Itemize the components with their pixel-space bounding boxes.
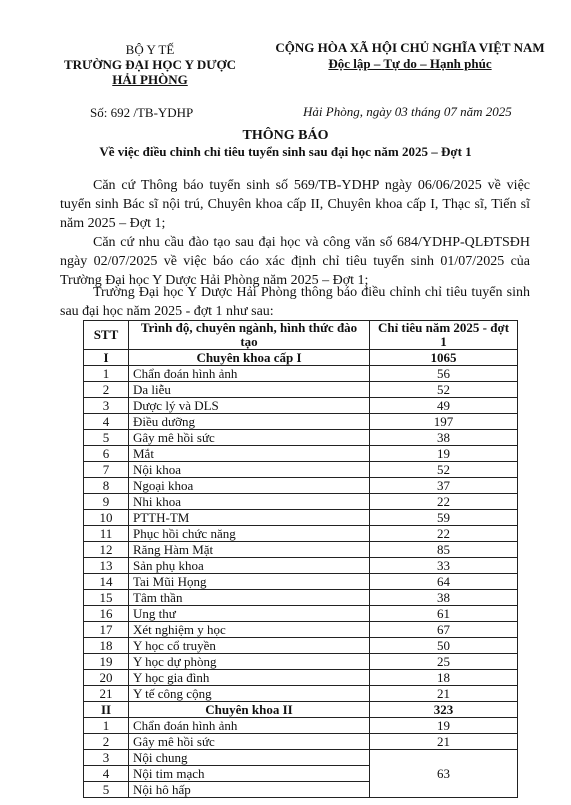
national-motto: Độc lập – Tự do – Hạnh phúc [328, 56, 492, 71]
table-row [84, 558, 518, 574]
section-total: 1065 [370, 350, 518, 366]
row-quota: 52 [370, 462, 518, 478]
row-quota: 33 [370, 558, 518, 574]
table-row [84, 686, 518, 702]
row-program: Ung thư [129, 606, 370, 622]
table-header-row [84, 321, 518, 350]
national-header [262, 40, 558, 72]
section-row [84, 350, 518, 366]
row-program: Chẩn đoán hình ảnh [129, 718, 370, 734]
row-program: Nội chung [129, 750, 370, 766]
row-quota: 22 [370, 526, 518, 542]
row-program: Nội tim mạch [129, 766, 370, 782]
table-row [84, 734, 518, 750]
row-quota: 22 [370, 494, 518, 510]
row-stt: 18 [84, 638, 129, 654]
table-row [84, 398, 518, 414]
notice-subtitle: Về việc điều chỉnh chỉ tiêu tuyển sinh sau đại học năm 2025 – Đợt 1 [99, 144, 472, 159]
row-program: Phục hồi chức năng [129, 526, 370, 542]
row-program: Gây mê hồi sức [129, 430, 370, 446]
table-row [84, 654, 518, 670]
table-row [84, 510, 518, 526]
table-row [84, 414, 518, 430]
row-quota: 64 [370, 574, 518, 590]
row-stt: 1 [84, 718, 129, 734]
row-stt: 5 [84, 782, 129, 798]
section-row [84, 702, 518, 718]
row-stt: 13 [84, 558, 129, 574]
paragraph-announcement: Trường Đại học Y Dược Hải Phòng thông báo điều chỉnh chỉ tiêu tuyển sinh sau đại học năm 2025 - đợt 1 như sau: [60, 285, 530, 319]
row-stt: 5 [84, 430, 129, 446]
row-quota: 59 [370, 510, 518, 526]
row-program: Y học gia đình [129, 670, 370, 686]
row-program: Y tế công cộng [129, 686, 370, 702]
table-row [84, 494, 518, 510]
table-row [84, 478, 518, 494]
row-quota: 49 [370, 398, 518, 414]
table-row [84, 446, 518, 462]
row-program: Y học dự phòng [129, 654, 370, 670]
col-header-quota: Chỉ tiêu năm 2025 - đợt 1 [370, 321, 518, 350]
row-stt: 4 [84, 414, 129, 430]
section-name: Chuyên khoa cấp I [129, 350, 370, 366]
row-stt: 8 [84, 478, 129, 494]
paragraph-basis-2: Căn cứ nhu cầu đào tạo sau đại học và công văn số 684/YDHP-QLĐTSĐH ngày 02/07/2025 về việc báo cáo xác định chỉ tiêu tuyển sinh 01/07/2025 của Trường Đại học Y Dược Hải Phòng năm 2025 – Đợt 1; [60, 235, 530, 288]
row-program: Dược lý và DLS [129, 398, 370, 414]
table-row [84, 606, 518, 622]
table-row [84, 750, 518, 766]
row-quota: 19 [370, 718, 518, 734]
row-quota: 197 [370, 414, 518, 430]
row-stt: 3 [84, 750, 129, 766]
school-name-line2: HẢI PHÒNG [112, 72, 188, 87]
row-quota: 67 [370, 622, 518, 638]
row-program: Điều dưỡng [129, 414, 370, 430]
row-stt: 7 [84, 462, 129, 478]
table-row [84, 366, 518, 382]
row-quota: 61 [370, 606, 518, 622]
row-stt: 19 [84, 654, 129, 670]
row-program: Nhi khoa [129, 494, 370, 510]
row-stt: 10 [84, 510, 129, 526]
row-stt: 14 [84, 574, 129, 590]
republic-name: CỘNG HÒA XÃ HỘI CHỦ NGHĨA VIỆT NAM [275, 40, 545, 55]
row-stt: 9 [84, 494, 129, 510]
section-stt: I [84, 350, 129, 366]
row-quota: 37 [370, 478, 518, 494]
row-quota: 56 [370, 366, 518, 382]
table-row [84, 670, 518, 686]
row-stt: 15 [84, 590, 129, 606]
document-number: Số: 692 /TB-YDHP [90, 105, 194, 120]
row-program: Chẩn đoán hình ảnh [129, 366, 370, 382]
row-stt: 2 [84, 734, 129, 750]
place-date: Hải Phòng, ngày 03 tháng 07 năm 2025 [303, 104, 512, 119]
row-stt: 20 [84, 670, 129, 686]
row-program: PTTH-TM [129, 510, 370, 526]
row-quota: 85 [370, 542, 518, 558]
row-program: Nội khoa [129, 462, 370, 478]
row-program: Mắt [129, 446, 370, 462]
table-row [84, 462, 518, 478]
merged-quota: 63 [370, 750, 518, 798]
table-row [84, 430, 518, 446]
paragraph-basis-1: Căn cứ Thông báo tuyển sinh số 569/TB-YDHP ngày 06/06/2025 về việc tuyển sinh Bác sĩ nội trú, Chuyên khoa cấp II, Chuyên khoa cấp I, Thạc sĩ, Tiến sĩ năm 2025 – Đợt 1; [60, 178, 530, 231]
section-name: Chuyên khoa II [129, 702, 370, 718]
row-quota: 18 [370, 670, 518, 686]
notice-title: THÔNG BÁO [242, 128, 329, 143]
row-quota: 38 [370, 590, 518, 606]
row-program: Tâm thần [129, 590, 370, 606]
row-stt: 17 [84, 622, 129, 638]
row-program: Tai Mũi Họng [129, 574, 370, 590]
table-body [84, 350, 518, 798]
row-quota: 38 [370, 430, 518, 446]
school-name-line1: TRƯỜNG ĐẠI HỌC Y DƯỢC [63, 57, 237, 72]
row-quota: 25 [370, 654, 518, 670]
row-stt: 1 [84, 366, 129, 382]
row-stt: 4 [84, 766, 129, 782]
table-row [84, 542, 518, 558]
row-stt: 16 [84, 606, 129, 622]
issuer-block [60, 42, 240, 87]
row-stt: 12 [84, 542, 129, 558]
row-quota: 19 [370, 446, 518, 462]
row-program: Da liễu [129, 382, 370, 398]
col-header-program: Trình độ, chuyên ngành, hình thức đào tạo [129, 321, 370, 350]
row-stt: 6 [84, 446, 129, 462]
ministry-name: BỘ Y TẾ [125, 42, 175, 57]
row-quota: 21 [370, 734, 518, 750]
row-quota: 52 [370, 382, 518, 398]
table-row [84, 574, 518, 590]
row-program: Sản phụ khoa [129, 558, 370, 574]
col-header-stt: STT [84, 321, 129, 350]
table-row [84, 590, 518, 606]
section-stt: II [84, 702, 129, 718]
quota-table [83, 320, 518, 798]
row-program: Y học cổ truyền [129, 638, 370, 654]
row-stt: 11 [84, 526, 129, 542]
section-total: 323 [370, 702, 518, 718]
row-program: Ngoại khoa [129, 478, 370, 494]
row-stt: 2 [84, 382, 129, 398]
row-stt: 3 [84, 398, 129, 414]
row-program: Nội hô hấp [129, 782, 370, 798]
table-row [84, 382, 518, 398]
row-program: Gây mê hồi sức [129, 734, 370, 750]
row-stt: 21 [84, 686, 129, 702]
row-quota: 50 [370, 638, 518, 654]
row-program: Xét nghiệm y học [129, 622, 370, 638]
row-quota: 21 [370, 686, 518, 702]
table-row [84, 718, 518, 734]
table-row [84, 526, 518, 542]
table-row [84, 638, 518, 654]
row-program: Răng Hàm Mặt [129, 542, 370, 558]
table-row [84, 622, 518, 638]
